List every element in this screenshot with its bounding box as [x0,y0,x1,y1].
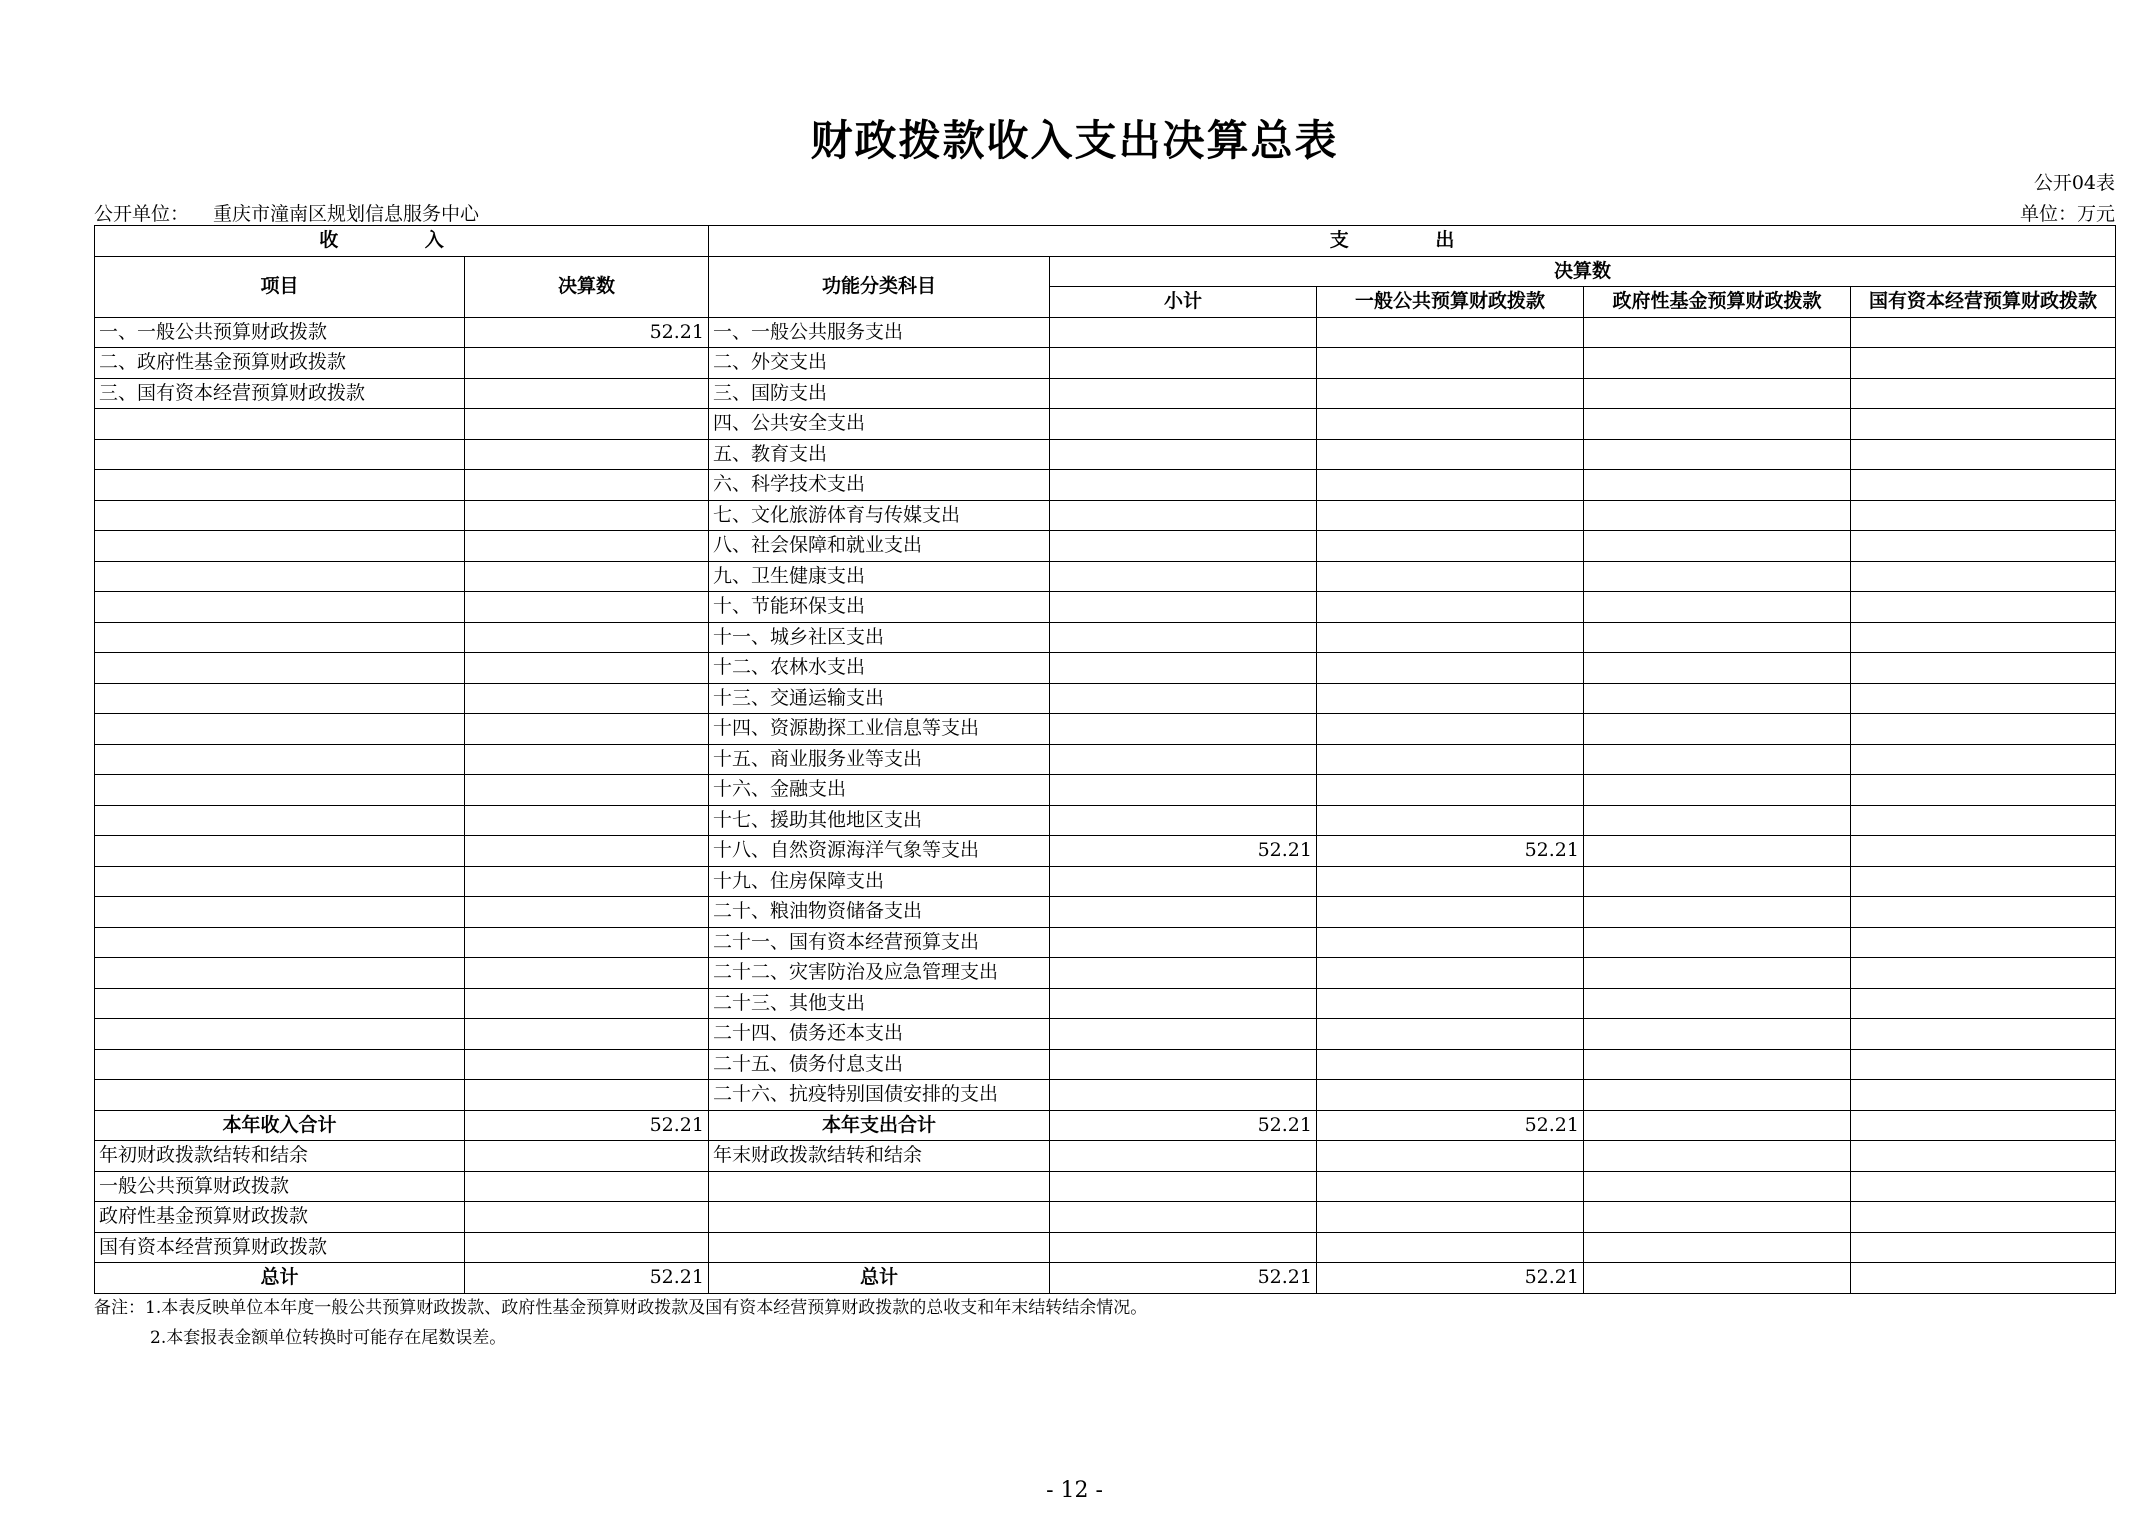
income-item [95,500,465,531]
table-row [95,348,2116,379]
carry-fund-row [95,1202,2116,1233]
carry-out-label: 年末财政拨款结转和结余 [709,1141,1050,1172]
cell-empty [1050,1141,1317,1172]
cell-empty [1050,1171,1317,1202]
table-row [95,500,2116,531]
income-amount [465,378,709,409]
note-line-2: 2.本套报表金额单位转换时可能存在尾数误差。 [150,1328,507,1348]
cell-empty [1851,1232,2116,1263]
table-row [95,958,2116,989]
expense-fund [1584,897,1851,928]
table-row [95,988,2116,1019]
income-item [95,683,465,714]
expense-general [1317,897,1584,928]
income-item [95,714,465,745]
table-row [95,531,2116,562]
income-amount: 52.21 [465,317,709,348]
expense-subtotal [1050,348,1317,379]
expense-item: 十九、住房保障支出 [709,866,1050,897]
expense-item: 九、卫生健康支出 [709,561,1050,592]
cell-empty [1851,1110,2116,1141]
expense-capital [1851,866,2116,897]
expense-capital [1851,927,2116,958]
cell-empty [465,1171,709,1202]
expense-subtotal [1050,775,1317,806]
expense-fund [1584,714,1851,745]
income-amount [465,683,709,714]
expense-item: 二十五、债务付息支出 [709,1049,1050,1080]
table-row [95,409,2116,440]
expense-fund [1584,958,1851,989]
expense-item: 二十三、其他支出 [709,988,1050,1019]
income-amount [465,653,709,684]
expense-general [1317,531,1584,562]
expense-capital [1851,500,2116,531]
income-item [95,927,465,958]
income-amount [465,622,709,653]
page-number: - 12 - [1046,1478,1103,1503]
income-amount [465,561,709,592]
year-income-label: 本年收入合计 [95,1110,465,1141]
year-total-row [95,1110,2116,1141]
cell-empty [465,1232,709,1263]
income-amount [465,927,709,958]
amount-header: 决算数 [465,256,709,317]
carry-general-label: 一般公共预算财政拨款 [95,1171,465,1202]
expense-item: 十五、商业服务业等支出 [709,744,1050,775]
expense-header: 支 出 [709,226,2116,257]
expense-capital [1851,622,2116,653]
expense-capital [1851,775,2116,806]
income-item: 一、一般公共预算财政拨款 [95,317,465,348]
expense-item: 十、节能环保支出 [709,592,1050,623]
expense-subtotal [1050,317,1317,348]
cell-empty [1317,1141,1584,1172]
table-row [95,592,2116,623]
table-row [95,378,2116,409]
expense-subtotal [1050,1019,1317,1050]
header-row-1 [95,226,2116,257]
cell-empty [1851,1141,2116,1172]
expense-fund [1584,1019,1851,1050]
carry-capital-row [95,1232,2116,1263]
table-row [95,439,2116,470]
table-row [95,470,2116,501]
expense-fund [1584,561,1851,592]
cell-empty [1050,1232,1317,1263]
income-header: 收 入 [95,226,709,257]
expense-general [1317,1080,1584,1111]
expense-item: 二十二、灾害防治及应急管理支出 [709,958,1050,989]
expense-fund [1584,317,1851,348]
income-item [95,1049,465,1080]
expense-subtotal [1050,378,1317,409]
cell-empty [1584,1232,1851,1263]
unit-info-row [94,199,2115,225]
expense-subtotal [1050,531,1317,562]
expense-general [1317,470,1584,501]
expense-subtotal [1050,714,1317,745]
reporting-unit-label: 公开单位： [94,203,190,225]
expense-general [1317,622,1584,653]
grand-income-label: 总计 [95,1263,465,1294]
expense-capital [1851,470,2116,501]
expense-capital [1851,439,2116,470]
expense-general [1317,500,1584,531]
expense-item: 十六、金融支出 [709,775,1050,806]
income-item [95,409,465,440]
expense-general [1317,1049,1584,1080]
table-row [95,927,2116,958]
expense-capital [1851,653,2116,684]
expense-capital [1851,714,2116,745]
expense-fund [1584,500,1851,531]
table-row [95,897,2116,928]
income-amount [465,714,709,745]
income-item [95,561,465,592]
expense-capital [1851,897,2116,928]
carry-row [95,1141,2116,1172]
cell-empty [1317,1232,1584,1263]
income-item [95,866,465,897]
expense-fund [1584,592,1851,623]
expense-subtotal [1050,592,1317,623]
expense-subtotal [1050,958,1317,989]
table-row [95,744,2116,775]
expense-subtotal [1050,439,1317,470]
expense-general [1317,439,1584,470]
carry-general-row [95,1171,2116,1202]
notes [94,1293,1147,1353]
expense-fund [1584,378,1851,409]
expense-subtotal [1050,500,1317,531]
table-row [95,775,2116,806]
final-amount-header: 决算数 [1050,256,2116,287]
expense-general [1317,927,1584,958]
gov-fund-header: 政府性基金预算财政拨款 [1584,287,1851,318]
income-amount [465,500,709,531]
expense-subtotal [1050,1049,1317,1080]
expense-general [1317,653,1584,684]
currency-unit: 单位：万元 [2019,203,2115,225]
table-row [95,561,2116,592]
expense-item: 七、文化旅游体育与传媒支出 [709,500,1050,531]
expense-fund [1584,653,1851,684]
expense-subtotal [1050,409,1317,440]
expense-general [1317,958,1584,989]
cell-empty [1317,1202,1584,1233]
income-amount [465,988,709,1019]
expense-item: 六、科学技术支出 [709,470,1050,501]
income-amount [465,1080,709,1111]
income-amount [465,744,709,775]
income-item [95,470,465,501]
year-expense-general: 52.21 [1317,1110,1584,1141]
expense-item: 十三、交通运输支出 [709,683,1050,714]
income-amount [465,439,709,470]
table-row [95,622,2116,653]
expense-capital [1851,744,2116,775]
expense-general [1317,683,1584,714]
expense-capital [1851,409,2116,440]
cell-empty [1584,1171,1851,1202]
income-item [95,592,465,623]
expense-item: 二十四、债务还本支出 [709,1019,1050,1050]
expense-capital [1851,683,2116,714]
func-class-header: 功能分类科目 [709,256,1050,317]
income-item [95,897,465,928]
expense-item: 十八、自然资源海洋气象等支出 [709,836,1050,867]
grand-expense-label: 总计 [709,1263,1050,1294]
income-item [95,988,465,1019]
expense-general [1317,988,1584,1019]
expense-item: 十二、农林水支出 [709,653,1050,684]
expense-fund [1584,927,1851,958]
expense-fund [1584,866,1851,897]
expense-subtotal [1050,897,1317,928]
expense-capital [1851,958,2116,989]
expense-fund [1584,439,1851,470]
year-income-amount: 52.21 [465,1110,709,1141]
expense-general [1317,866,1584,897]
cell-empty [709,1232,1050,1263]
cell-empty [1584,1263,1851,1294]
cell-empty [709,1202,1050,1233]
income-amount [465,805,709,836]
expense-item: 十一、城乡社区支出 [709,622,1050,653]
income-amount [465,836,709,867]
income-item [95,622,465,653]
expense-capital [1851,561,2116,592]
expense-fund [1584,1080,1851,1111]
income-item [95,439,465,470]
year-expense-label: 本年支出合计 [709,1110,1050,1141]
income-item [95,805,465,836]
expense-fund [1584,836,1851,867]
expense-subtotal [1050,744,1317,775]
expense-fund [1584,622,1851,653]
income-item: 二、政府性基金预算财政拨款 [95,348,465,379]
cell-empty [1584,1202,1851,1233]
expense-general [1317,775,1584,806]
expense-general [1317,561,1584,592]
state-capital-header: 国有资本经营预算财政拨款 [1851,287,2116,318]
expense-general [1317,409,1584,440]
expense-subtotal [1050,470,1317,501]
expense-subtotal [1050,1080,1317,1111]
expense-capital [1851,1049,2116,1080]
income-amount [465,866,709,897]
expense-capital [1851,1019,2116,1050]
income-item [95,744,465,775]
expense-capital [1851,592,2116,623]
item-header: 项目 [95,256,465,317]
expense-fund [1584,775,1851,806]
cell-empty [1584,1110,1851,1141]
expense-general [1317,805,1584,836]
expense-item: 二十一、国有资本经营预算支出 [709,927,1050,958]
income-amount [465,1019,709,1050]
income-item [95,1019,465,1050]
income-amount [465,348,709,379]
expense-capital [1851,317,2116,348]
expense-fund [1584,1049,1851,1080]
expense-fund [1584,470,1851,501]
grand-expense-subtotal: 52.21 [1050,1263,1317,1294]
expense-capital [1851,348,2116,379]
cell-empty [1851,1202,2116,1233]
expense-capital [1851,531,2116,562]
expense-subtotal [1050,622,1317,653]
grand-income-amount: 52.21 [465,1263,709,1294]
expense-subtotal [1050,653,1317,684]
grand-expense-general: 52.21 [1317,1263,1584,1294]
income-item [95,958,465,989]
table-row [95,836,2116,867]
form-number: 公开04表 [2033,172,2115,194]
income-item [95,1080,465,1111]
income-item [95,531,465,562]
table-row [95,1080,2116,1111]
expense-item: 八、社会保障和就业支出 [709,531,1050,562]
expense-capital [1851,378,2116,409]
year-expense-subtotal: 52.21 [1050,1110,1317,1141]
expense-general: 52.21 [1317,836,1584,867]
table-row [95,805,2116,836]
subtotal-header: 小计 [1050,287,1317,318]
reporting-unit [94,199,479,226]
expense-fund [1584,805,1851,836]
grand-total-row [95,1263,2116,1294]
reporting-unit-name: 重庆市潼南区规划信息服务中心 [213,203,480,225]
table-row [95,683,2116,714]
income-amount [465,897,709,928]
table-row [95,653,2116,684]
income-amount [465,958,709,989]
table-row [95,317,2116,348]
income-amount [465,531,709,562]
cell-empty [709,1171,1050,1202]
expense-fund [1584,348,1851,379]
expense-subtotal [1050,683,1317,714]
page-title: 财政拨款收入支出决算总表 [810,116,1339,165]
expense-subtotal [1050,561,1317,592]
expense-general [1317,714,1584,745]
cell-empty [1050,1202,1317,1233]
income-amount [465,1049,709,1080]
income-amount [465,592,709,623]
income-amount [465,775,709,806]
expense-capital [1851,1080,2116,1111]
expense-subtotal [1050,988,1317,1019]
expense-fund [1584,988,1851,1019]
expense-fund [1584,744,1851,775]
budget-table [94,225,2116,1294]
note-line-1: 备注：1.本表反映单位本年度一般公共预算财政拨款、政府性基金预算财政拨款及国有资本经营预算财政拨款的总收支和年末结转结余情况。 [94,1298,1148,1318]
header-row-2 [95,256,2116,287]
table-row [95,1019,2116,1050]
cell-empty [1317,1171,1584,1202]
expense-capital [1851,805,2116,836]
table-row [95,866,2116,897]
expense-subtotal [1050,805,1317,836]
expense-item: 四、公共安全支出 [709,409,1050,440]
general-budget-header: 一般公共预算财政拨款 [1317,287,1584,318]
carry-in-label: 年初财政拨款结转和结余 [95,1141,465,1172]
carry-fund-label: 政府性基金预算财政拨款 [95,1202,465,1233]
expense-general [1317,378,1584,409]
income-item [95,775,465,806]
cell-empty [465,1141,709,1172]
expense-item: 三、国防支出 [709,378,1050,409]
income-amount [465,409,709,440]
expense-fund [1584,683,1851,714]
cell-empty [1851,1171,2116,1202]
income-item [95,836,465,867]
cell-empty [1584,1141,1851,1172]
table-row [95,1049,2116,1080]
income-item: 三、国有资本经营预算财政拨款 [95,378,465,409]
expense-subtotal [1050,927,1317,958]
income-amount [465,470,709,501]
expense-item: 二十六、抗疫特别国债安排的支出 [709,1080,1050,1111]
expense-capital [1851,988,2116,1019]
expense-general [1317,744,1584,775]
expense-item: 五、教育支出 [709,439,1050,470]
expense-fund [1584,531,1851,562]
cell-empty [465,1202,709,1233]
cell-empty [1851,1263,2116,1294]
expense-general [1317,317,1584,348]
income-item [95,653,465,684]
table-row [95,714,2116,745]
expense-item: 十七、援助其他地区支出 [709,805,1050,836]
expense-general [1317,592,1584,623]
expense-item: 二、外交支出 [709,348,1050,379]
expense-subtotal: 52.21 [1050,836,1317,867]
expense-subtotal [1050,866,1317,897]
expense-item: 一、一般公共服务支出 [709,317,1050,348]
carry-capital-label: 国有资本经营预算财政拨款 [95,1232,465,1263]
expense-fund [1584,409,1851,440]
expense-capital [1851,836,2116,867]
expense-general [1317,1019,1584,1050]
expense-item: 十四、资源勘探工业信息等支出 [709,714,1050,745]
expense-item: 二十、粮油物资储备支出 [709,897,1050,928]
expense-general [1317,348,1584,379]
